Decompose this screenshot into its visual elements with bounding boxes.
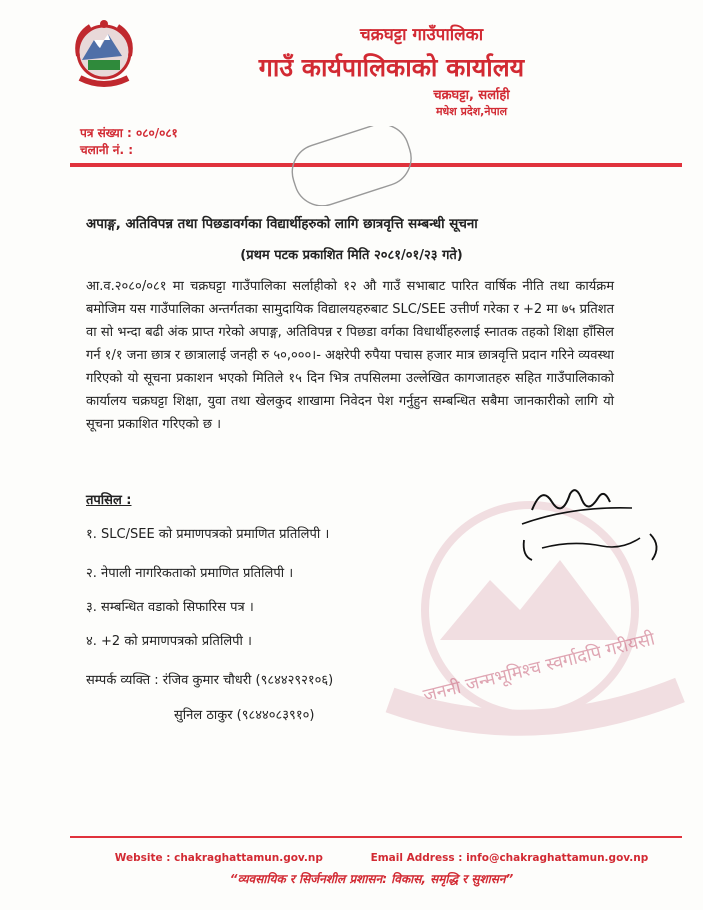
details-item: ४. +2 को प्रमाणपत्रको प्रतिलिपी ।: [86, 634, 252, 649]
notice-body: आ.व.२०८०/०८१ मा चक्रघट्टा गाउँपालिका सर्लाहीको १२ औ गाउँ सभाबाट पारित वार्षिक नीति तथा कार्यक्रम बमोजिम यस गाउँपालिका अन्तर्गतका सामुदायिक विद्यालयहरुबाट SLC/SEE उत्तीर्ण गरेका र +2 मा ७५ प्रतिशत वा सो भन्दा बढी अंक प्राप्त गरेको अपाङ्ग, अतिविपन्न र पिछडा वर्गका विधार्थीहरुलाई स्नातक तहको शिक्षा हाँसिल गर्न १/१ जना छात्र र छात्रालाई जनही रु ५०,०००।- अक्षरेपी रुपैया पचास हजार मात्र छात्रवृत्ति प्रदान गरिने व्यवस्था गरिएको यो सूचना प्रकाशन भएको मितिले १५ दिन भित्र तपसिलमा उल्लेखित कागजातहरु सहित गाउँपालिकाको कार्यालय चक्रघट्टा शिक्षा, युवा तथा खेलकुद शाखामा निवेदन पेश गर्नुहुन सम्बन्धित सबैमा जानकारीको लागि यो सूचना प्रकाशित गरिएको छ ।: [86, 279, 614, 432]
details-item: ३. सम्बन्धित वडाको सिफारिस पत्र ।: [86, 600, 254, 615]
notice-subject: अपाङ्ग, अतिविपन्न तथा पिछडावर्गका विद्यार्थीहरुको लागि छात्रवृत्ति सम्बन्धी सूचना: [86, 217, 478, 232]
details-item: १. SLC/SEE को प्रमाणपत्रको प्रमाणित प्रतिलिपी ।: [86, 527, 330, 542]
municipality-name: चक्रघट्टा गाउँपालिका: [359, 25, 484, 45]
footer-website: Website : chakraghattamun.gov.np: [114, 852, 323, 864]
details-item: २. नेपाली नागरिकताको प्रमाणित प्रतिलिपी ।: [86, 566, 294, 581]
footer-contacts: [0, 852, 703, 864]
contact-person-2: सुनिल ठाकुर (९८४४०८३९१०): [174, 708, 315, 723]
footer-divider: [70, 836, 682, 838]
office-stamp: [282, 126, 422, 206]
publication-date: (प्रथम पटक प्रकाशित मिति २०८१/०१/२३ गते): [240, 248, 463, 263]
contact-person-1: सम्पर्क व्यक्ति : रंजिव कुमार चौधरी (९८४४२९२१०६): [86, 673, 334, 688]
dispatch-number: चलानी नं. :: [80, 143, 134, 157]
details-heading: तपसिल :: [86, 493, 132, 508]
handwritten-signature: [512, 480, 672, 580]
office-location: चक्रघट्टा, सर्लाही: [433, 88, 510, 103]
footer-slogan: “व्यवसायिक र सिर्जनशील प्रशासन: विकास, समृद्धि र सुशासन”: [229, 872, 514, 886]
letter-number: पत्र संख्या : ०८०/०८१: [80, 126, 178, 140]
watermark-motto: जननी जन्मभूमिश्च स्वर्गादपि गरीयसी: [421, 628, 657, 707]
office-title: गाउँ कार्यपालिकाको कार्यालय: [258, 53, 525, 82]
province-name: मधेश प्रदेश,नेपाल: [435, 105, 508, 118]
footer-email: Email Address : info@chakraghattamun.gov.np: [370, 852, 649, 864]
